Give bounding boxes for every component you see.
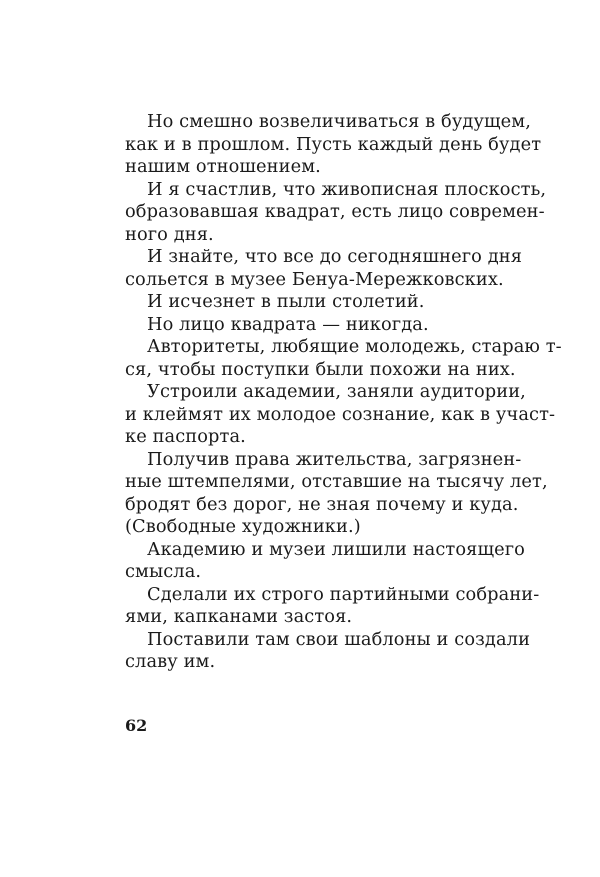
text-line: бродят без дорог, не зная почему и куда.	[125, 493, 519, 515]
text-line: смысла.	[125, 561, 202, 582]
text-line: ке паспорта.	[125, 426, 246, 447]
text-line: образовавшая квадрат, есть лицо современ-	[125, 201, 545, 222]
text-line: И исчезнет в пыли столетий.	[147, 291, 425, 312]
text-line: ся, чтобы поступки были похожи на них.	[125, 358, 516, 380]
text-line: как и в прошлом. Пусть каждый день будет	[125, 133, 542, 155]
text-line: Сделали их строго партийными собрани-	[147, 583, 540, 605]
page-number: 62	[125, 716, 148, 735]
text-line: И я счастлив, что живописная плоскость,	[147, 178, 547, 200]
text-line: ями, капканами застоя.	[125, 606, 353, 627]
text-line: ные штемпелями, отставшие на тысячу лет,	[125, 471, 548, 492]
text-line: Авторитеты, любящие молодежь, стараю т-	[147, 336, 562, 357]
text-line: Но смешно возвеличиваться в будущем,	[147, 111, 531, 132]
text-line: ного дня.	[125, 223, 214, 245]
text-line: нашим отношением.	[125, 156, 321, 177]
text-line: славу им.	[125, 651, 216, 672]
text-line: И знайте, что все до сегодняшнего дня	[147, 246, 523, 267]
body-text	[125, 111, 562, 674]
text-line: Академию и музеи лишили настоящего	[147, 538, 525, 560]
text-line: Поставили там свои шаблоны и создали	[147, 628, 531, 650]
text-line: Устроили академии, заняли аудитории,	[147, 381, 526, 402]
text-line: (Свободные художники.)	[125, 516, 361, 537]
text-line: Но лицо квадрата — никогда.	[147, 313, 429, 335]
text-line: Получив права жительства, загрязнен-	[147, 448, 522, 470]
text-line: и клеймят их молодое сознание, как в участ-	[125, 403, 556, 425]
text-line: сольется в музее Бенуа-Мережковских.	[125, 268, 504, 290]
